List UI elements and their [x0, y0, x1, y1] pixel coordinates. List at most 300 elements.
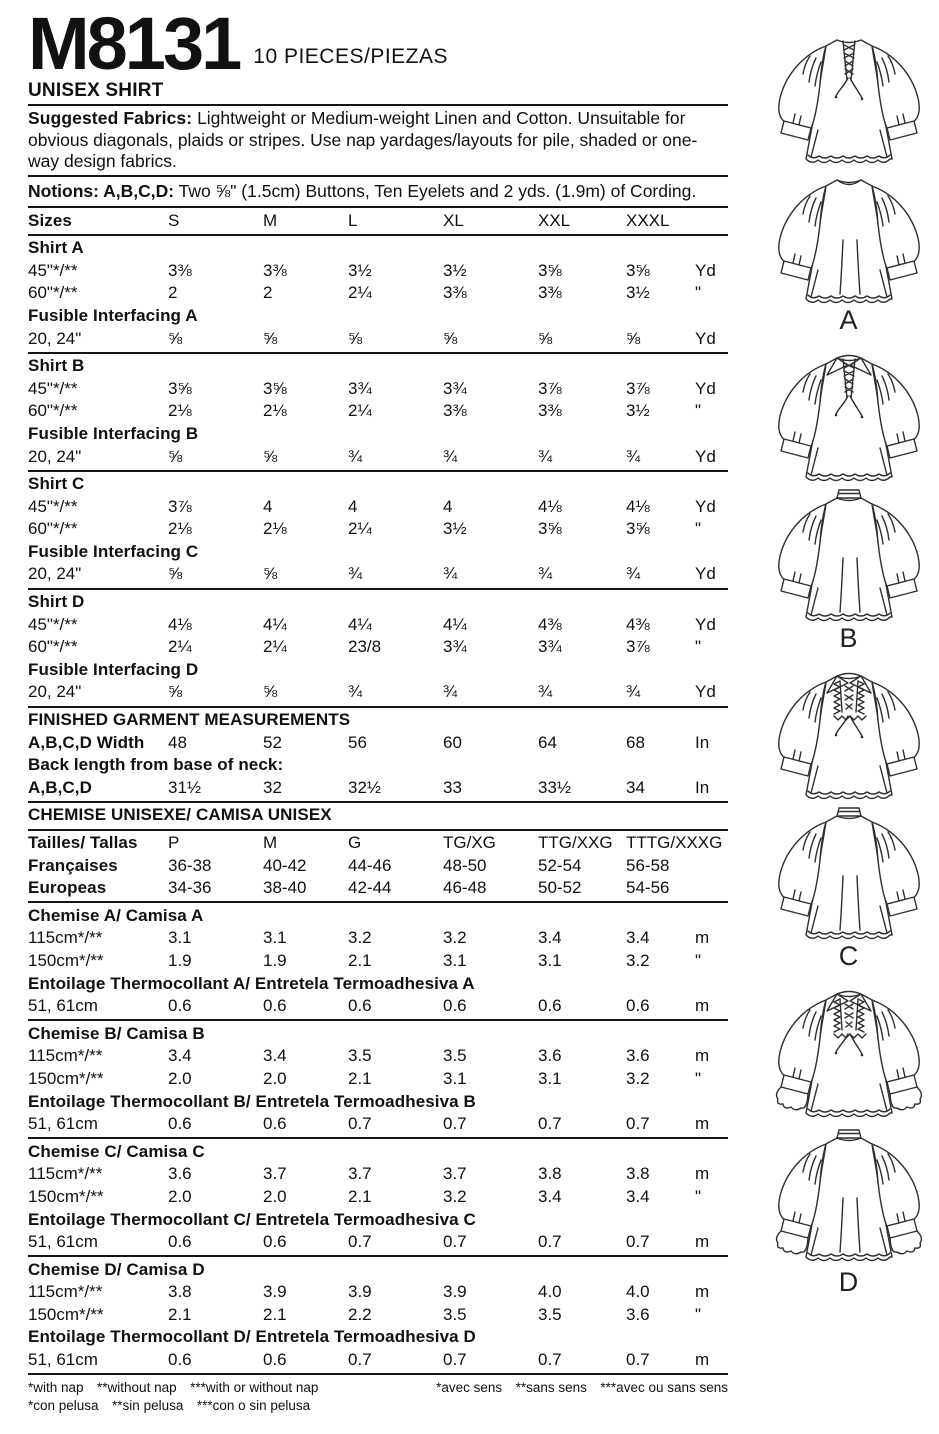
cell-value: 3.7: [443, 1164, 467, 1184]
cell-value: 3.4: [626, 928, 650, 948]
table-row: [28, 832, 728, 855]
section-row: [28, 1091, 728, 1114]
cell-unit: Yd: [695, 260, 716, 280]
yardage-table: [28, 210, 728, 1376]
cell-unit: [695, 832, 728, 855]
view-c-block: [760, 664, 938, 972]
table-row: [28, 1281, 728, 1304]
cell-value: 3.4: [538, 928, 562, 948]
cell-value: 4⅜: [538, 614, 562, 634]
row-label: 150cm*/**: [28, 1068, 104, 1088]
cell-value: 31½: [168, 777, 202, 797]
cell-value: 2.1: [348, 1068, 372, 1088]
table-row: [28, 927, 728, 950]
cell-value: 4: [263, 496, 273, 516]
section-row: [28, 541, 728, 564]
cell-value: 2¼: [348, 283, 372, 303]
cell-value: 2⅛: [168, 519, 192, 539]
cell-unit: In: [695, 777, 710, 797]
footnote-english: *with nap **without nap ***with or without nap: [28, 1380, 319, 1396]
cell-value: 4: [348, 496, 358, 516]
table-divider: [28, 352, 728, 354]
cell-value: 52: [263, 732, 282, 752]
cell-value: 4¼: [348, 614, 372, 634]
section-row: [28, 305, 728, 328]
cell-value: ⅝: [168, 682, 183, 702]
cell-value: ⅝: [263, 682, 278, 702]
table-divider: [28, 470, 728, 472]
row-label: Françaises: [28, 855, 118, 875]
cell-value: 4⅛: [538, 496, 562, 516]
cell-value: 4⅛: [168, 614, 192, 634]
main-column: [28, 2, 728, 1415]
cell-value: 3.5: [443, 1304, 467, 1324]
cell-value: 3.6: [626, 1046, 650, 1066]
cell-value: 3⅜: [168, 260, 192, 280]
table-row: [28, 1068, 728, 1091]
table-row: [28, 732, 728, 755]
cell-value: 3⅜: [443, 401, 467, 421]
cell-unit: m: [695, 1046, 710, 1066]
table-divider: [28, 1373, 728, 1375]
cell-unit: m: [695, 996, 710, 1016]
cell-unit: Yd: [695, 496, 716, 516]
cell-value: 0.6: [263, 1114, 287, 1134]
cell-value: ¾: [348, 446, 363, 466]
cell-value: 3½: [443, 519, 467, 539]
section-row: [28, 659, 728, 682]
cell-unit: Yd: [695, 446, 716, 466]
footnote-line-2: [28, 1397, 728, 1415]
view-d-label: D: [838, 1267, 859, 1297]
view-a-label: A: [839, 305, 858, 335]
cell-value: TG/XG: [443, 833, 496, 853]
cell-value: 0.6: [263, 1350, 287, 1370]
cell-value: ⅝: [168, 328, 183, 348]
cell-unit: [695, 855, 728, 878]
cell-value: 3.9: [443, 1282, 467, 1302]
row-label: 115cm*/**: [28, 1282, 103, 1302]
table-row: [28, 328, 728, 351]
cell-value: 34: [626, 777, 645, 797]
cell-value: 3½: [626, 401, 650, 421]
row-label: 115cm*/**: [28, 1164, 103, 1184]
cell-value: 0.6: [168, 1114, 192, 1134]
cell-unit: m: [695, 1350, 710, 1370]
row-label: Entoilage Thermocollant B/ Entretela Termoadhesiva B: [28, 1091, 476, 1111]
divider: [28, 206, 728, 208]
table-row: [28, 1349, 728, 1372]
cell-value: 56-58: [626, 855, 670, 875]
cell-value: 2⅛: [263, 519, 287, 539]
cell-value: 3.9: [348, 1282, 372, 1302]
row-label: Shirt D: [28, 592, 85, 612]
cell-value: ⅝: [443, 328, 458, 348]
cell-value: 32: [263, 777, 282, 797]
section-row: [28, 1326, 728, 1349]
suggested-fabrics: [28, 108, 728, 173]
cell-value: 3⅝: [538, 260, 562, 280]
row-label: Sizes: [28, 210, 72, 230]
cell-value: 0.7: [626, 1350, 650, 1370]
cell-value: 3.2: [443, 928, 467, 948]
row-label: Tailles/ Tallas: [28, 833, 138, 853]
cell-value: 0.7: [348, 1350, 372, 1370]
row-label: 60"*/**: [28, 519, 78, 539]
cell-value: TTG/XXG: [538, 833, 613, 853]
section-row: [28, 973, 728, 996]
table-row: [28, 446, 728, 469]
row-label: 45"*/**: [28, 260, 78, 280]
cell-value: ⅝: [263, 328, 278, 348]
cell-value: 3¾: [443, 637, 467, 657]
cell-value: 0.6: [263, 1232, 287, 1252]
footnote-spanish: *con pelusa **sin pelusa ***con o sin pelusa: [28, 1398, 311, 1414]
cell-value: 4: [443, 496, 453, 516]
cell-value: 3.1: [538, 1068, 562, 1088]
table-row: [28, 378, 728, 401]
cell-value: 3⅝: [626, 519, 650, 539]
cell-value: 3¾: [443, 378, 467, 398]
view-b-front-illustration: [760, 346, 938, 486]
view-a-back-illustration: [760, 168, 938, 308]
table-divider: [28, 801, 728, 803]
table-divider: [28, 588, 728, 590]
cell-value: ¾: [348, 564, 363, 584]
table-row: [28, 563, 728, 586]
row-label: 60"*/**: [28, 637, 78, 657]
cell-value: 3.1: [443, 1068, 467, 1088]
cell-value: ⅝: [263, 564, 278, 584]
cell-unit: Yd: [695, 378, 716, 398]
table-row: [28, 1163, 728, 1186]
cell-value: 3⅜: [443, 283, 467, 303]
cell-value: XXL: [538, 210, 571, 230]
cell-value: 33½: [538, 777, 572, 797]
section-row: [28, 709, 728, 732]
row-label: 20, 24": [28, 446, 82, 466]
cell-value: 3⅞: [626, 378, 650, 398]
cell-value: 3.6: [626, 1304, 650, 1324]
table-row: [28, 1231, 728, 1254]
cell-value: 2¼: [348, 401, 372, 421]
cell-value: 2.0: [263, 1068, 287, 1088]
view-b-back-illustration: [760, 486, 938, 626]
view-d-back-illustration: [760, 1126, 938, 1270]
row-label: 45"*/**: [28, 496, 78, 516]
cell-value: ⅝: [168, 446, 183, 466]
cell-value: XL: [443, 210, 464, 230]
section-row: [28, 1023, 728, 1046]
row-label: Shirt C: [28, 474, 85, 494]
row-label: CHEMISE UNISEXE/ CAMISA UNISEX: [28, 805, 332, 825]
cell-value: 3.1: [263, 928, 287, 948]
cell-value: TTTG/XXXG: [626, 833, 723, 853]
cell-value: 3.5: [443, 1046, 467, 1066]
cell-unit: ": [695, 1186, 702, 1206]
cell-value: M: [263, 210, 278, 230]
view-c-label: C: [838, 941, 859, 971]
cell-value: 4⅜: [626, 614, 650, 634]
cell-value: ¾: [538, 446, 553, 466]
section-row: [28, 754, 728, 777]
cell-value: 2¼: [263, 637, 287, 657]
view-c-back-illustration: [760, 804, 938, 944]
title-row: [28, 2, 728, 85]
cell-value: 0.7: [538, 1350, 562, 1370]
cell-value: 56: [348, 732, 367, 752]
row-label: Fusible Interfacing A: [28, 305, 198, 325]
cell-unit: ": [695, 1068, 702, 1088]
divider: [28, 104, 728, 106]
row-label: 45"*/**: [28, 378, 78, 398]
cell-value: 2: [168, 283, 178, 303]
cell-value: 2¼: [168, 637, 192, 657]
cell-value: 38-40: [263, 878, 307, 898]
row-label: Fusible Interfacing B: [28, 423, 199, 443]
cell-value: 3⅜: [538, 401, 562, 421]
row-label: 20, 24": [28, 564, 82, 584]
cell-value: 3⅜: [263, 260, 287, 280]
row-label: A,B,C,D Width: [28, 732, 145, 752]
view-c-front-illustration: [760, 664, 938, 804]
row-label: Europeas: [28, 878, 107, 898]
row-label: 51, 61cm: [28, 1350, 98, 1370]
cell-value: 3.6: [538, 1046, 562, 1066]
cell-value: 3¾: [348, 378, 372, 398]
cell-value: 3¾: [538, 637, 562, 657]
cell-value: 3.1: [168, 928, 192, 948]
cell-value: 2.1: [168, 1304, 192, 1324]
row-label: 20, 24": [28, 682, 82, 702]
cell-value: 3.4: [626, 1186, 650, 1206]
cell-value: ⅝: [263, 446, 278, 466]
cell-value: G: [348, 833, 362, 853]
cell-unit: ": [695, 950, 702, 970]
cell-value: 64: [538, 732, 557, 752]
cell-value: 3.2: [626, 950, 650, 970]
cell-value: 33: [443, 777, 462, 797]
cell-unit: [695, 210, 728, 233]
cell-unit: m: [695, 1282, 710, 1302]
cell-unit: ": [695, 637, 702, 657]
cell-unit: m: [695, 928, 710, 948]
cell-value: 2: [263, 283, 273, 303]
cell-value: ¾: [626, 682, 641, 702]
section-row: [28, 473, 728, 496]
row-label: 150cm*/**: [28, 1304, 104, 1324]
cell-value: 3.5: [538, 1304, 562, 1324]
cell-value: ¾: [538, 682, 553, 702]
notions: [28, 179, 728, 204]
cell-unit: Yd: [695, 614, 716, 634]
cell-value: 0.7: [348, 1232, 372, 1252]
cell-value: 0.6: [443, 996, 467, 1016]
cell-value: 23/8: [348, 637, 382, 657]
footnote-line-1: [28, 1379, 728, 1397]
section-row: [28, 804, 728, 827]
table-divider: [28, 706, 728, 708]
cell-unit: ": [695, 1304, 702, 1324]
view-b-label: B: [839, 623, 858, 653]
row-label: Fusible Interfacing D: [28, 659, 199, 679]
cell-value: P: [168, 833, 180, 853]
cell-value: 0.6: [348, 996, 372, 1016]
cell-value: 3⅞: [538, 378, 562, 398]
cell-value: 1.9: [263, 950, 287, 970]
footnote-french: *avec sens **sans sens ***avec ou sans sens: [436, 1380, 728, 1396]
cell-unit: m: [695, 1232, 710, 1252]
view-b-block: [760, 346, 938, 654]
cell-value: 3.4: [263, 1046, 287, 1066]
cell-unit: [695, 877, 728, 900]
cell-value: 3.8: [626, 1164, 650, 1184]
row-label: Fusible Interfacing C: [28, 541, 199, 561]
section-row: [28, 591, 728, 614]
cell-value: 3.6: [168, 1164, 192, 1184]
cell-unit: ": [695, 401, 702, 421]
cell-value: XXXL: [626, 210, 670, 230]
cell-value: 0.7: [538, 1232, 562, 1252]
cell-value: 2.2: [348, 1304, 372, 1324]
cell-unit: Yd: [695, 328, 716, 348]
section-row: [28, 423, 728, 446]
table-row: [28, 260, 728, 283]
row-label: 115cm*/**: [28, 1046, 103, 1066]
cell-value: 3⅞: [626, 637, 650, 657]
table-divider: [28, 901, 728, 903]
cell-unit: m: [695, 1114, 710, 1134]
row-label: Entoilage Thermocollant C/ Entretela Termoadhesiva C: [28, 1209, 476, 1229]
cell-value: 0.6: [168, 1232, 192, 1252]
cell-value: 46-48: [443, 878, 487, 898]
table-row: [28, 210, 728, 233]
garment-views-column: [758, 28, 939, 1308]
row-label: FINISHED GARMENT MEASUREMENTS: [28, 710, 351, 730]
cell-value: 3.2: [443, 1186, 467, 1206]
row-label: Shirt B: [28, 356, 85, 376]
row-label: Back length from base of neck:: [28, 755, 284, 775]
cell-value: 54-56: [626, 878, 670, 898]
cell-unit: Yd: [695, 564, 716, 584]
cell-value: 48: [168, 732, 187, 752]
cell-value: 3⅝: [626, 260, 650, 280]
cell-value: 3.7: [263, 1164, 287, 1184]
cell-value: 0.6: [168, 996, 192, 1016]
cell-value: 2.0: [263, 1186, 287, 1206]
row-label: A,B,C,D: [28, 777, 92, 797]
table-divider: [28, 1255, 728, 1257]
cell-value: 48-50: [443, 855, 487, 875]
cell-value: 0.6: [263, 996, 287, 1016]
cell-value: 3½: [443, 260, 467, 280]
cell-value: 2⅛: [168, 401, 192, 421]
cell-value: 4¼: [263, 614, 287, 634]
cell-value: 1.9: [168, 950, 192, 970]
pattern-number: M8131: [28, 2, 240, 85]
table-row: [28, 496, 728, 519]
section-row: [28, 237, 728, 260]
table-row: [28, 636, 728, 659]
cell-unit: In: [695, 732, 710, 752]
section-row: [28, 355, 728, 378]
cell-value: 2.1: [263, 1304, 287, 1324]
cell-value: ¾: [626, 446, 641, 466]
row-label: 51, 61cm: [28, 996, 98, 1016]
table-row: [28, 1113, 728, 1136]
section-row: [28, 905, 728, 928]
section-row: [28, 1141, 728, 1164]
suggested-fabrics-text: Lightweight or Medium-weight Linen and Cotton. Unsuitable for obvious diagonals, plaids or stripes. Use nap yardages/layouts for pile, shaded or one-way design fabrics.: [28, 108, 698, 172]
pieces-count: 10 PIECES/PIEZAS: [253, 45, 449, 69]
table-row: [28, 777, 728, 800]
cell-value: ¾: [443, 564, 458, 584]
notions-label: Notions: A,B,C,D:: [28, 180, 175, 201]
cell-value: 42-44: [348, 878, 392, 898]
cell-value: 3.7: [348, 1164, 372, 1184]
cell-value: 32½: [348, 777, 382, 797]
cell-value: 3⅜: [538, 283, 562, 303]
cell-value: ¾: [348, 682, 363, 702]
cell-value: ⅝: [348, 328, 363, 348]
cell-value: 3⅝: [168, 378, 192, 398]
cell-value: ¾: [626, 564, 641, 584]
cell-value: 2.0: [168, 1068, 192, 1088]
suggested-fabrics-label: Suggested Fabrics:: [28, 108, 193, 129]
table-divider: [28, 1137, 728, 1139]
cell-value: 3.8: [168, 1282, 192, 1302]
table-divider: [28, 1019, 728, 1021]
cell-value: 50-52: [538, 878, 582, 898]
view-d-front-illustration: [760, 982, 938, 1126]
cell-value: 0.7: [443, 1350, 467, 1370]
table-row: [28, 614, 728, 637]
cell-value: M: [263, 833, 278, 853]
row-label: Chemise D/ Camisa D: [28, 1259, 205, 1279]
row-label: 60"*/**: [28, 283, 78, 303]
row-label: 150cm*/**: [28, 950, 104, 970]
cell-value: 2.1: [348, 950, 372, 970]
row-label: Shirt A: [28, 238, 84, 258]
row-label: Chemise B/ Camisa B: [28, 1023, 205, 1043]
cell-value: 2¼: [348, 519, 372, 539]
row-label: 115cm*/**: [28, 928, 103, 948]
row-label: 60"*/**: [28, 401, 78, 421]
notions-text: Two ⅝" (1.5cm) Buttons, Ten Eyelets and 2 yds. (1.9m) of Cording.: [174, 180, 697, 201]
cell-value: ⅝: [626, 328, 641, 348]
table-row: [28, 877, 728, 900]
cell-value: 3⅝: [263, 378, 287, 398]
table-row: [28, 950, 728, 973]
view-a-block: [760, 28, 938, 336]
table-row: [28, 995, 728, 1018]
table-row: [28, 681, 728, 704]
table-row: [28, 1186, 728, 1209]
cell-unit: Yd: [695, 682, 716, 702]
table-row: [28, 282, 728, 305]
cell-value: 0.7: [443, 1114, 467, 1134]
cell-value: S: [168, 210, 180, 230]
cell-value: 60: [443, 732, 462, 752]
cell-value: 68: [626, 732, 645, 752]
cell-value: 0.6: [168, 1350, 192, 1370]
cell-value: 36-38: [168, 855, 212, 875]
cell-value: 4.0: [626, 1282, 650, 1302]
cell-value: 0.7: [626, 1114, 650, 1134]
table-row: [28, 855, 728, 878]
table-row: [28, 1304, 728, 1327]
table-row: [28, 400, 728, 423]
